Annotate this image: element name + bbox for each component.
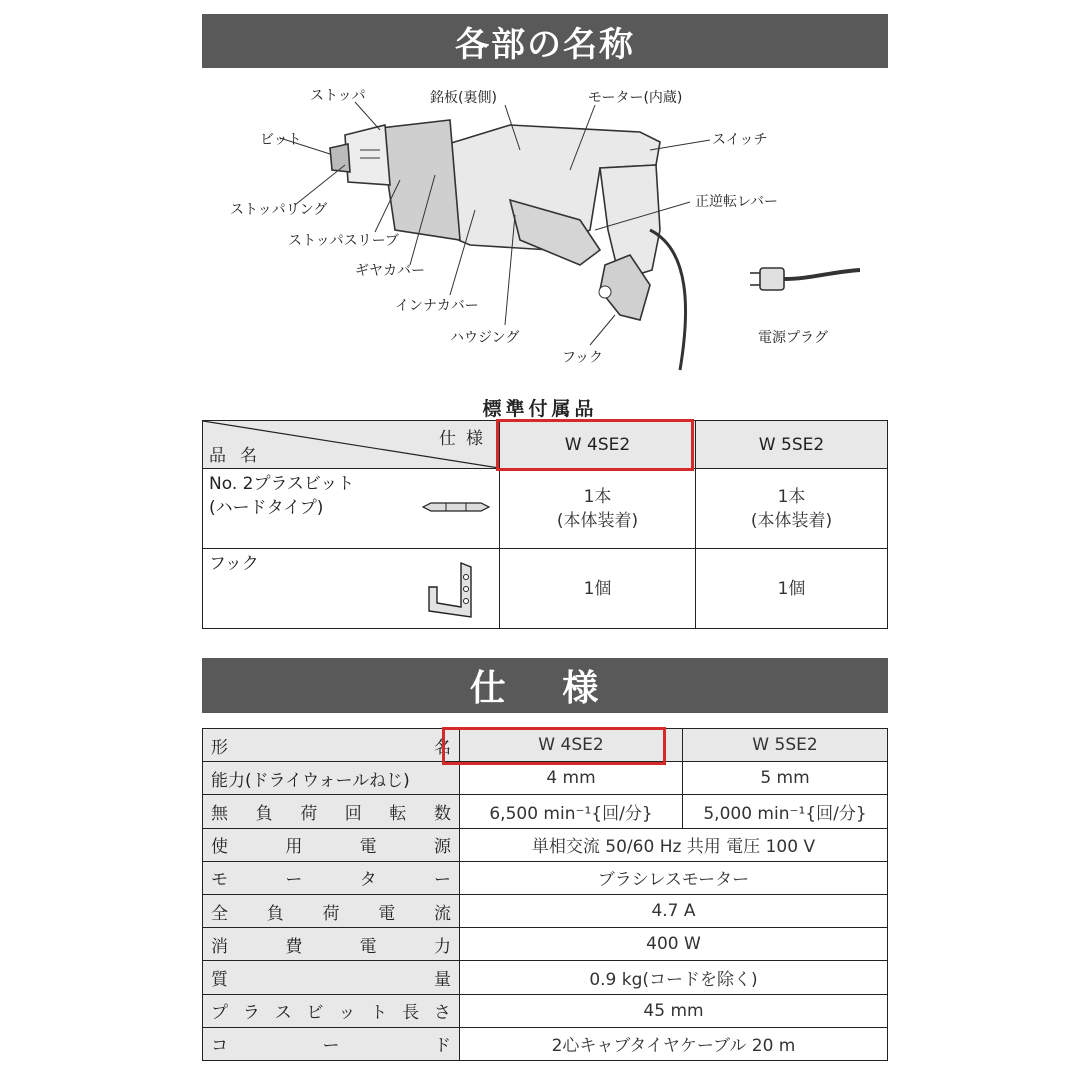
highlight-box-accessories: [496, 419, 694, 471]
spec-label: プ ラ ス ビ ッ ト 長 さ: [203, 994, 460, 1027]
label-stopper-ring: ストッパリング: [230, 202, 328, 218]
spec-value: 5,000 min⁻¹{回/分}: [683, 795, 888, 828]
spec-value: 4.7 A: [460, 894, 888, 927]
accessory-name: フック: [209, 554, 259, 574]
spec-value: 2心キャブタイヤケーブル 20 m: [460, 1027, 888, 1060]
spec-value: 45 mm: [460, 994, 888, 1027]
spec-row: [203, 961, 888, 994]
spec-label: 使 用 電 源: [203, 828, 460, 861]
spec-row: [203, 994, 888, 1027]
bit-icon: [421, 499, 491, 515]
spec-row: [203, 795, 888, 828]
spec-row: [203, 1027, 888, 1060]
accessory-qty: 1本 (本体装着): [500, 469, 696, 549]
accessory-name-cell: [203, 469, 500, 549]
label-nameplate: 銘板(裏側): [430, 90, 497, 106]
accessories-header-corner: [203, 421, 500, 469]
parts-title-banner: 各部の名称: [202, 14, 888, 68]
label-gear-cover: ギヤカバー: [355, 263, 425, 279]
spec-label: 無 負 荷 回 転 数: [203, 795, 460, 828]
accessory-qty: 1個: [500, 549, 696, 629]
spec-value: 0.9 kg(コードを除く): [460, 961, 888, 994]
accessory-subname: (ハードタイプ): [209, 498, 324, 518]
spec-model-header: 形 名: [203, 729, 460, 762]
label-power-plug: 電源プラグ: [758, 330, 828, 346]
label-inner-cover: インナカバー: [395, 298, 479, 314]
spec-label: コ ー ド: [203, 1027, 460, 1060]
spec-value: 5 mm: [683, 762, 888, 795]
label-switch: スイッチ: [712, 132, 768, 148]
spec-model-1: W 4SE2: [460, 729, 683, 762]
specs-title-banner: 仕 様: [202, 658, 888, 713]
spec-row: [203, 861, 888, 894]
label-stopper-sleeve: ストッパスリーブ: [288, 233, 399, 249]
spec-row: [203, 762, 888, 795]
spec-label: モ ー タ ー: [203, 861, 460, 894]
label-motor: モーター(内蔵): [588, 90, 683, 106]
spec-value: 単相交流 50/60 Hz 共用 電圧 100 V: [460, 828, 888, 861]
accessory-name-cell: [203, 549, 500, 629]
label-hook: フック: [562, 350, 604, 366]
accessory-qty: 1本 (本体装着): [696, 469, 888, 549]
accessory-row: [203, 469, 888, 549]
spec-label: 全 負 荷 電 流: [203, 894, 460, 927]
highlight-box-specs: [442, 727, 666, 765]
accessory-qty: 1個: [696, 549, 888, 629]
tool-nose: [345, 125, 390, 185]
accessory-row: [203, 549, 888, 629]
spec-label: 質 量: [203, 961, 460, 994]
spec-value: ブラシレスモーター: [460, 861, 888, 894]
hook-icon: [421, 557, 481, 621]
tool-gear-section: [380, 120, 460, 240]
accessories-title: 標準付属品: [482, 398, 598, 420]
spec-label: 能力(ドライウォールねじ): [203, 762, 460, 795]
spec-row: [203, 928, 888, 961]
label-stopper: ストッパ: [310, 88, 366, 104]
header-item-label: 品名: [209, 446, 271, 466]
accessories-model-1: W 4SE2: [500, 421, 696, 469]
spec-value: 6,500 min⁻¹{回/分}: [460, 795, 683, 828]
spec-row: [203, 894, 888, 927]
specs-table: [202, 728, 888, 1061]
spec-value: 400 W: [460, 928, 888, 961]
accessory-name: No. 2プラスビット: [209, 474, 355, 494]
header-spec-label: 仕様: [439, 429, 493, 449]
spec-model-2: W 5SE2: [683, 729, 888, 762]
label-bit: ビット: [260, 132, 302, 148]
power-plug-icon: [750, 268, 860, 290]
tool-diagram: [220, 80, 880, 390]
label-reverse-lever: 正逆転レバー: [695, 194, 779, 210]
tool-bit-tip: [330, 144, 350, 172]
spec-value: 4 mm: [460, 762, 683, 795]
accessories-model-2: W 5SE2: [696, 421, 888, 469]
spec-row: [203, 828, 888, 861]
spec-label: 消 費 電 力: [203, 928, 460, 961]
label-housing: ハウジング: [450, 330, 520, 346]
